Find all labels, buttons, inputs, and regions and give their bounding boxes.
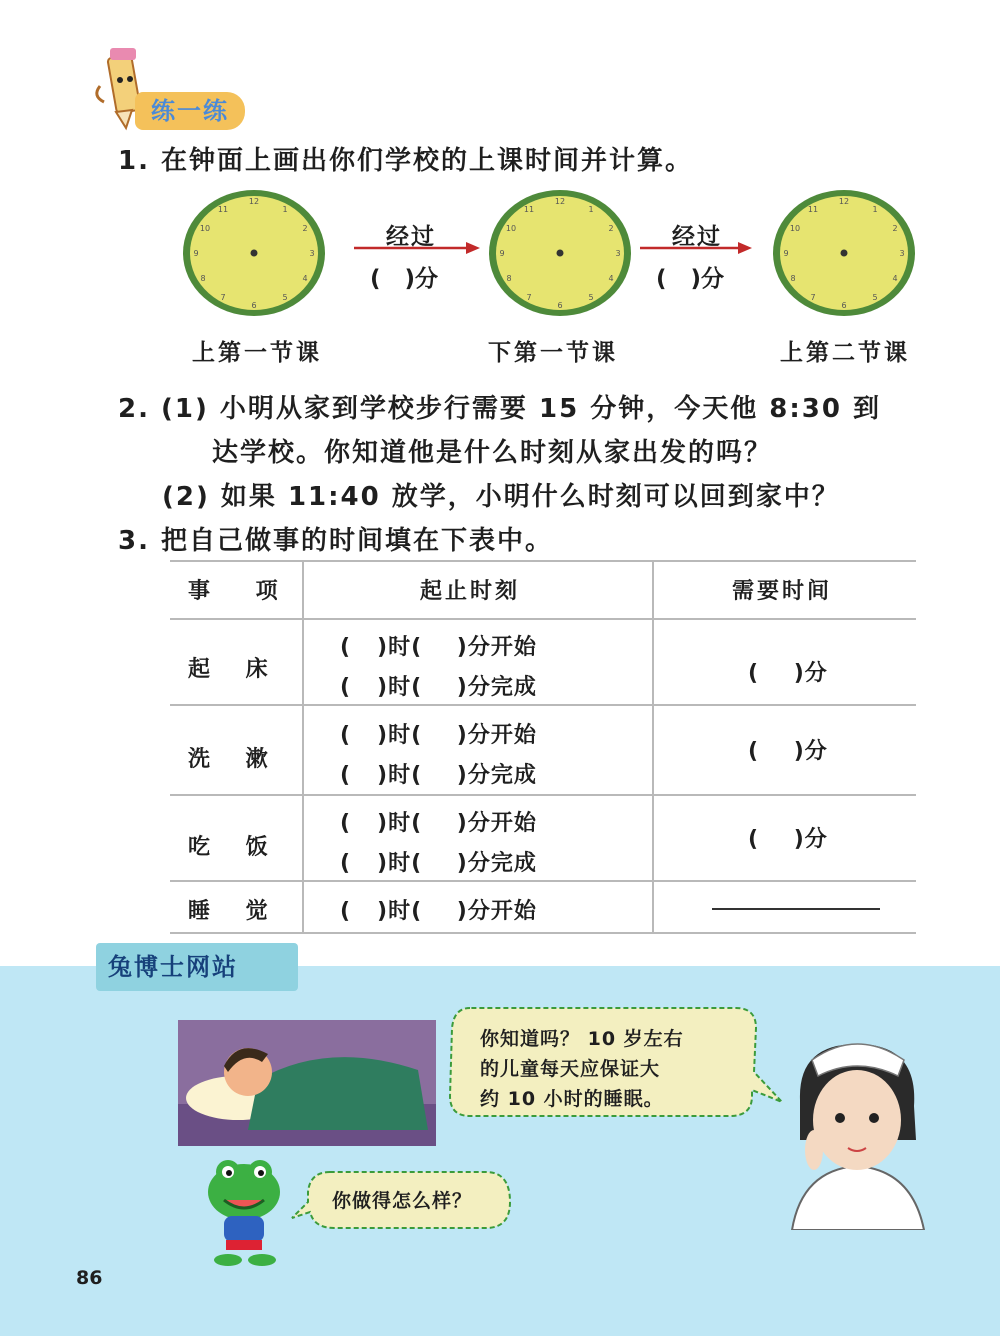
frog-mascot-illustration <box>202 1156 288 1268</box>
question-1-text: 1. 在钟面上画出你们学校的上课时间并计算。 <box>118 146 694 176</box>
clock-caption: 下第一节课 <box>488 340 618 366</box>
row-end-time: ( )时( )分完成 <box>340 763 537 788</box>
svg-text:3: 3 <box>309 249 315 258</box>
svg-text:2: 2 <box>892 224 898 233</box>
header-times: 起止时刻 <box>420 579 521 604</box>
svg-text:3: 3 <box>899 249 905 258</box>
row-start-time: ( )时( )分开始 <box>340 811 537 836</box>
svg-text:2: 2 <box>608 224 614 233</box>
svg-text:10: 10 <box>789 224 801 233</box>
svg-text:11: 11 <box>807 205 819 214</box>
question-3-text: 3. 把自己做事的时间填在下表中。 <box>118 526 554 556</box>
svg-text:4: 4 <box>608 274 614 283</box>
question-2-part1-line1: 2. (1) 小明从家到学校步行需要 15 分钟，今天他 8:30 到 <box>118 394 881 424</box>
website-title: 兔博士网站 <box>96 943 298 991</box>
clock-caption: 上第二节课 <box>780 340 910 366</box>
arrow-label-elapsed: 经过 <box>386 224 436 250</box>
svg-text:8: 8 <box>506 274 512 283</box>
svg-text:1: 1 <box>282 205 288 214</box>
row-end-time: ( )时( )分完成 <box>340 675 537 700</box>
header-item: 事 项 <box>188 579 281 604</box>
svg-text:9: 9 <box>783 249 789 258</box>
row-item: 洗 漱 <box>188 747 269 772</box>
svg-text:11: 11 <box>523 205 535 214</box>
svg-text:7: 7 <box>220 293 226 302</box>
clock-face-icon <box>180 187 328 319</box>
row-item: 起 床 <box>188 657 269 682</box>
row-duration: ( )分 <box>748 739 828 764</box>
question-2-part2: (2) 如果 11:40 放学，小明什么时刻可以回到家中？ <box>162 482 840 512</box>
svg-text:11: 11 <box>217 205 229 214</box>
arrow-label-elapsed: 经过 <box>672 224 722 250</box>
clock-caption: 上第一节课 <box>192 340 322 366</box>
svg-text:2: 2 <box>302 224 308 233</box>
row-item: 睡 觉 <box>188 899 269 924</box>
svg-text:9: 9 <box>499 249 505 258</box>
arrow-right-icon <box>640 240 752 256</box>
svg-text:4: 4 <box>892 274 898 283</box>
nurse-illustration <box>772 1030 942 1230</box>
svg-text:5: 5 <box>588 293 594 302</box>
elapsed-minutes-blank: ( )分 <box>370 266 439 292</box>
svg-text:6: 6 <box>841 301 847 310</box>
svg-text:8: 8 <box>790 274 796 283</box>
svg-text:12: 12 <box>838 197 850 206</box>
page-number: 86 <box>76 1267 103 1289</box>
row-start-time: ( )时( )分开始 <box>340 723 537 748</box>
row-end-time: ( )时( )分完成 <box>340 851 537 876</box>
elapsed-minutes-blank: ( )分 <box>656 266 725 292</box>
svg-text:6: 6 <box>557 301 563 310</box>
svg-text:5: 5 <box>282 293 288 302</box>
svg-text:1: 1 <box>872 205 878 214</box>
sleep-tip-text <box>480 1024 740 1114</box>
question-2-part1-line2: 达学校。你知道他是什么时刻从家出发的吗？ <box>212 438 773 468</box>
svg-text:12: 12 <box>554 197 566 206</box>
sleep-tip-line: 你知道吗？ 10 岁左右 <box>480 1028 684 1050</box>
svg-text:9: 9 <box>193 249 199 258</box>
row-item: 吃 饭 <box>188 835 269 860</box>
svg-text:3: 3 <box>615 249 621 258</box>
arrow-right-icon <box>354 240 480 256</box>
frog-question-text: 你做得怎么样？ <box>332 1190 473 1212</box>
row-duration: ( )分 <box>748 661 828 686</box>
duration-blank-line <box>712 908 880 910</box>
row-start-time: ( )时( )分开始 <box>340 635 537 660</box>
svg-text:10: 10 <box>505 224 517 233</box>
row-start-time: ( )时( )分开始 <box>340 899 537 924</box>
svg-text:4: 4 <box>302 274 308 283</box>
header-duration: 需要时间 <box>732 579 833 604</box>
svg-text:1: 1 <box>588 205 594 214</box>
sleep-tip-line: 的儿童每天应保证大 <box>480 1058 661 1080</box>
clock-face-icon <box>770 187 918 319</box>
svg-text:6: 6 <box>251 301 257 310</box>
svg-text:10: 10 <box>199 224 211 233</box>
svg-text:8: 8 <box>200 274 206 283</box>
svg-text:7: 7 <box>526 293 532 302</box>
time-table <box>170 560 916 936</box>
svg-text:7: 7 <box>810 293 816 302</box>
sleep-tip-line: 约 10 小时的睡眠。 <box>480 1088 664 1110</box>
row-duration: ( )分 <box>748 827 828 852</box>
clock-face-icon <box>486 187 634 319</box>
sleeping-child-illustration <box>178 1020 436 1146</box>
svg-text:12: 12 <box>248 197 260 206</box>
practice-badge: 练一练 <box>135 92 245 130</box>
svg-text:5: 5 <box>872 293 878 302</box>
